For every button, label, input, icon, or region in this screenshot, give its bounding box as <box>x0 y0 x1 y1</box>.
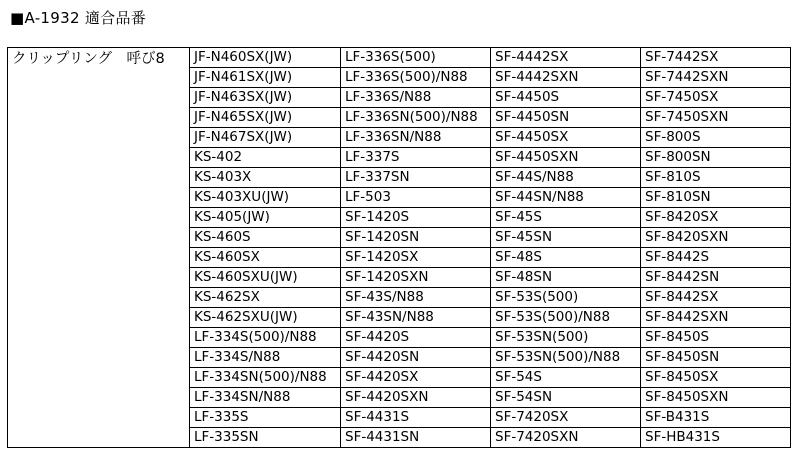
part-number-cell: LF-335SN <box>190 428 341 448</box>
part-number-cell: KS-462SXU(JW) <box>190 308 341 328</box>
part-number-cell: SF-4450S <box>491 88 641 108</box>
part-number-cell: SF-1420SX <box>341 248 491 268</box>
part-number-cell: KS-462SX <box>190 288 341 308</box>
part-number-cell: SF-7450SXN <box>641 108 791 128</box>
part-number-cell: SF-44SN/N88 <box>491 188 641 208</box>
part-number-cell: SF-7442SX <box>641 48 791 68</box>
part-number-cell: LF-334SN/N88 <box>190 388 341 408</box>
part-number-cell: JF-N460SX(JW) <box>190 48 341 68</box>
part-number-cell: JF-N463SX(JW) <box>190 88 341 108</box>
part-number-cell: SF-HB431S <box>641 428 791 448</box>
part-number-cell: SF-53S(500) <box>491 288 641 308</box>
part-number-cell: JF-N467SX(JW) <box>190 128 341 148</box>
part-number-cell: SF-4431SN <box>341 428 491 448</box>
category-label: クリップリング 呼び8 <box>8 48 190 448</box>
part-number-cell: SF-7450SX <box>641 88 791 108</box>
part-number-cell: SF-4450SN <box>491 108 641 128</box>
part-number-cell: SF-45S <box>491 208 641 228</box>
part-number-cell: SF-8442SXN <box>641 308 791 328</box>
part-number-cell: SF-48SN <box>491 268 641 288</box>
part-number-cell: SF-8442S <box>641 248 791 268</box>
part-number-cell: KS-460S <box>190 228 341 248</box>
part-number-cell: SF-8450S <box>641 328 791 348</box>
part-number-cell: SF-43SN/N88 <box>341 308 491 328</box>
part-number-cell: LF-336S/N88 <box>341 88 491 108</box>
part-number-cell: SF-1420SXN <box>341 268 491 288</box>
part-number-cell: SF-810SN <box>641 188 791 208</box>
part-number-cell: LF-337SN <box>341 168 491 188</box>
part-number-cell: SF-53S(500)/N88 <box>491 308 641 328</box>
part-number-cell: SF-8442SX <box>641 288 791 308</box>
part-number-cell: SF-54SN <box>491 388 641 408</box>
part-number-cell: JF-N461SX(JW) <box>190 68 341 88</box>
part-number-cell: SF-4420SXN <box>341 388 491 408</box>
part-number-cell: SF-7420SX <box>491 408 641 428</box>
part-number-cell: KS-403XU(JW) <box>190 188 341 208</box>
part-number-cell: SF-48S <box>491 248 641 268</box>
part-number-cell: LF-334SN(500)/N88 <box>190 368 341 388</box>
part-number-cell: LF-334S/N88 <box>190 348 341 368</box>
part-number-cell: KS-402 <box>190 148 341 168</box>
part-number-cell: SF-45SN <box>491 228 641 248</box>
part-number-cell: LF-337S <box>341 148 491 168</box>
part-number-cell: SF-1420S <box>341 208 491 228</box>
part-number-cell: SF-4420S <box>341 328 491 348</box>
part-number-cell: SF-1420SN <box>341 228 491 248</box>
part-number-cell: SF-8450SX <box>641 368 791 388</box>
part-number-cell: SF-4450SX <box>491 128 641 148</box>
part-number-cell: LF-336SN/N88 <box>341 128 491 148</box>
part-number-cell: SF-8450SXN <box>641 388 791 408</box>
part-number-cell: SF-44S/N88 <box>491 168 641 188</box>
part-number-cell: SF-8442SN <box>641 268 791 288</box>
part-number-cell: SF-7420SXN <box>491 428 641 448</box>
part-number-cell: SF-4442SX <box>491 48 641 68</box>
part-number-cell: SF-4420SN <box>341 348 491 368</box>
part-number-cell: LF-336S(500) <box>341 48 491 68</box>
compatible-parts-table <box>7 47 791 448</box>
part-number-cell: SF-B431S <box>641 408 791 428</box>
part-number-cell: SF-810S <box>641 168 791 188</box>
part-number-cell: LF-336S(500)/N88 <box>341 68 491 88</box>
page-title: ■A-1932 適合品番 <box>10 9 147 27</box>
part-number-cell: SF-4450SXN <box>491 148 641 168</box>
part-number-cell: SF-800S <box>641 128 791 148</box>
part-number-cell: LF-503 <box>341 188 491 208</box>
part-number-cell: SF-53SN(500) <box>491 328 641 348</box>
part-number-cell: LF-335S <box>190 408 341 428</box>
part-number-cell: KS-460SX <box>190 248 341 268</box>
part-number-cell: SF-53SN(500)/N88 <box>491 348 641 368</box>
part-number-cell: KS-403X <box>190 168 341 188</box>
part-number-cell: LF-334S(500)/N88 <box>190 328 341 348</box>
part-number-cell: SF-8420SX <box>641 208 791 228</box>
part-number-cell: JF-N465SX(JW) <box>190 108 341 128</box>
compatible-parts-table-body <box>8 48 791 448</box>
part-number-cell: SF-8450SN <box>641 348 791 368</box>
part-number-cell: SF-4442SXN <box>491 68 641 88</box>
part-number-cell: SF-800SN <box>641 148 791 168</box>
part-number-cell: SF-4431S <box>341 408 491 428</box>
part-number-cell: SF-43S/N88 <box>341 288 491 308</box>
part-number-cell: KS-405(JW) <box>190 208 341 228</box>
part-number-cell: SF-7442SXN <box>641 68 791 88</box>
part-number-cell: LF-336SN(500)/N88 <box>341 108 491 128</box>
part-number-cell: SF-4420SX <box>341 368 491 388</box>
part-number-cell: KS-460SXU(JW) <box>190 268 341 288</box>
table-row <box>8 48 791 68</box>
part-number-cell: SF-8420SXN <box>641 228 791 248</box>
part-number-cell: SF-54S <box>491 368 641 388</box>
